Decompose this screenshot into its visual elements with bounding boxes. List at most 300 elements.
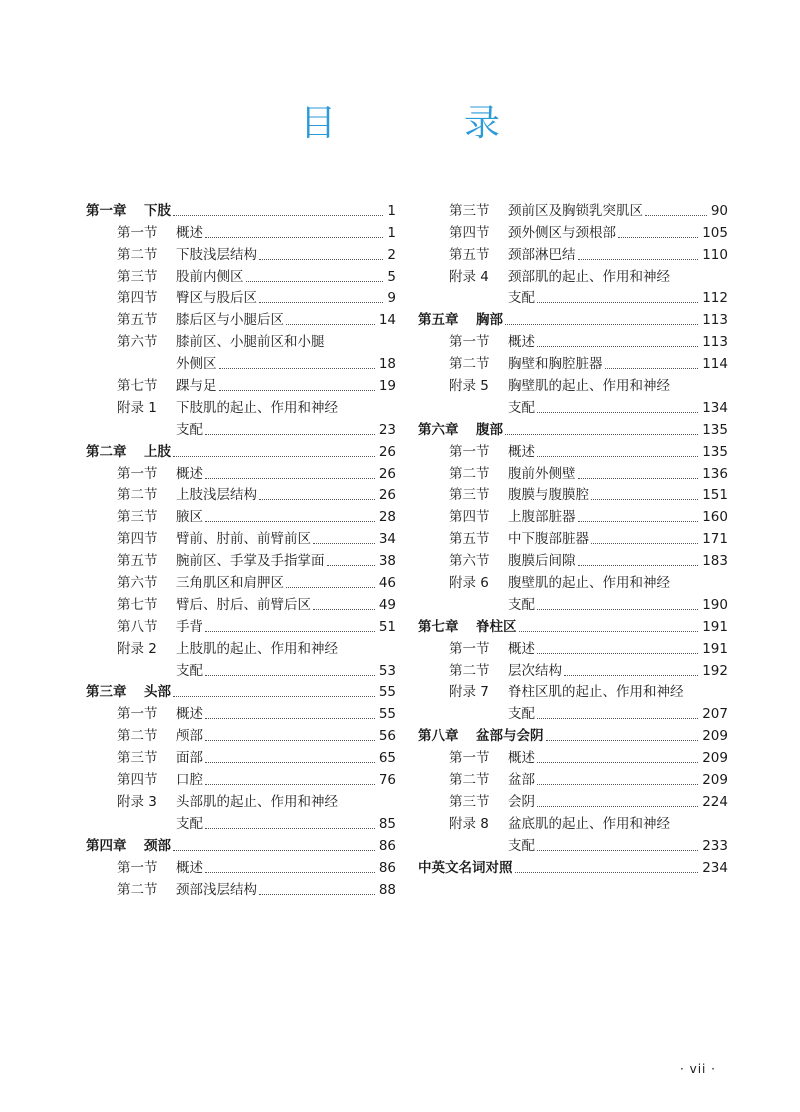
- toc-entry-title: 踝与足: [176, 378, 217, 395]
- dot-leader: [537, 652, 698, 654]
- toc-entry-section[interactable]: [418, 504, 728, 526]
- toc-entry-section[interactable]: [418, 373, 728, 395]
- toc-entry-page: 191: [702, 618, 728, 635]
- toc-entry-section[interactable]: [86, 373, 396, 395]
- dot-leader: [578, 564, 699, 566]
- toc-entry-number: 第一节: [449, 750, 490, 767]
- toc-entry-title: 中英文名词对照: [418, 859, 513, 876]
- toc-entry-cont[interactable]: [418, 701, 728, 723]
- toc-entry-number: 第一节: [117, 465, 158, 482]
- toc-entry-label: [418, 662, 562, 680]
- toc-entry-label: [86, 574, 284, 592]
- toc-entry-label: [418, 640, 535, 658]
- dot-leader: [259, 498, 375, 500]
- toc-entry-label: [86, 793, 338, 811]
- dot-leader: [537, 301, 698, 303]
- toc-entry-page: 135: [702, 443, 728, 460]
- toc-entry-title: 支配: [176, 421, 203, 438]
- toc-entry-page: 113: [702, 312, 728, 329]
- dot-leader: [205, 739, 375, 741]
- toc-entry-page: 55: [378, 706, 396, 723]
- toc-entry-page: 26: [378, 443, 396, 460]
- toc-entry-title: 颈部肌的起止、作用和神经: [508, 268, 670, 285]
- toc-entry-label: [86, 443, 171, 461]
- toc-entry-section[interactable]: [418, 636, 728, 658]
- toc-entry-section[interactable]: [86, 592, 396, 614]
- toc-entry-label: [86, 881, 257, 899]
- toc-entry-section[interactable]: [418, 526, 728, 548]
- dot-leader: [205, 783, 375, 785]
- toc-entry-section[interactable]: [418, 789, 728, 811]
- toc-entry-section[interactable]: [86, 461, 396, 483]
- dot-leader: [564, 674, 698, 676]
- toc-entry-label: [418, 552, 576, 570]
- toc-right-column: [418, 198, 728, 877]
- toc-entry-page: 233: [702, 837, 728, 854]
- toc-entry-section[interactable]: [418, 329, 728, 351]
- toc-entry-section[interactable]: [86, 767, 396, 789]
- dot-leader: [537, 783, 698, 785]
- dot-leader: [205, 433, 375, 435]
- toc-entry-page: 88: [378, 881, 396, 898]
- toc-entry-label: [418, 465, 576, 483]
- toc-entry-label: [86, 530, 311, 548]
- toc-entry-number: 第三节: [117, 750, 158, 767]
- dot-leader: [286, 586, 375, 588]
- toc-entry-label: [86, 618, 203, 636]
- toc-entry-title: 胸壁肌的起止、作用和神经: [508, 378, 670, 395]
- toc-entry-title: 臀区与股后区: [176, 290, 257, 307]
- toc-entry-page: 55: [378, 684, 396, 701]
- toc-entry-title: 概述: [176, 706, 203, 723]
- toc-entry-section[interactable]: [86, 286, 396, 308]
- toc-entry-title: 下肢: [144, 202, 171, 219]
- toc-entry-number: 第二节: [449, 772, 490, 789]
- dot-leader: [313, 608, 375, 610]
- dot-leader: [605, 367, 699, 369]
- toc-entry-section[interactable]: [86, 701, 396, 723]
- dot-leader: [173, 695, 375, 697]
- toc-entry-title: 上腹部脏器: [508, 509, 576, 526]
- toc-entry-number: 第六节: [449, 553, 490, 570]
- toc-entry-label: [86, 837, 171, 855]
- toc-entry-cont[interactable]: [418, 833, 728, 855]
- toc-entry-number: 第三节: [449, 793, 490, 810]
- toc-entry-section[interactable]: [418, 220, 728, 242]
- toc-entry-label: [86, 596, 311, 614]
- dot-leader: [546, 739, 699, 741]
- toc-entry-title: 概述: [176, 465, 203, 482]
- toc-entry-number: 第一节: [449, 443, 490, 460]
- toc-entry-title: 腕前区、手掌及手指掌面: [176, 553, 325, 570]
- toc-entry-chapter[interactable]: [418, 723, 728, 745]
- toc-entry-page: 86: [378, 859, 396, 876]
- toc-entry-page: 38: [378, 553, 396, 570]
- toc-entry-page: 90: [710, 202, 728, 219]
- toc-entry-label: [418, 246, 576, 264]
- toc-entry-cont[interactable]: [86, 658, 396, 680]
- toc-entry-page: 56: [378, 728, 396, 745]
- dot-leader: [205, 520, 375, 522]
- toc-entry-section[interactable]: [86, 570, 396, 592]
- dot-leader: [537, 608, 698, 610]
- toc-entry-title: 支配: [508, 399, 535, 416]
- dot-leader: [537, 805, 698, 807]
- toc-entry-title: 下肢肌的起止、作用和神经: [176, 399, 338, 416]
- toc-entry-section[interactable]: [86, 242, 396, 264]
- toc-entry-title: 盆底肌的起止、作用和神经: [508, 815, 670, 832]
- toc-entry-number: 第一节: [117, 224, 158, 241]
- toc-entry-section[interactable]: [418, 548, 728, 570]
- toc-entry-number: 第三节: [117, 509, 158, 526]
- toc-entry-label: [86, 202, 171, 220]
- toc-entry-title: 膝后区与小腿后区: [176, 312, 284, 329]
- page-number: · vii ·: [679, 1062, 716, 1076]
- toc-entry-title: 概述: [508, 443, 535, 460]
- toc-entry-number: 第二节: [117, 487, 158, 504]
- dot-leader: [645, 214, 707, 216]
- toc-entry-title: 脊柱区: [476, 618, 517, 635]
- toc-entry-section[interactable]: [418, 745, 728, 767]
- toc-entry-page: 234: [702, 859, 728, 876]
- toc-entry-title: 会阴: [508, 793, 535, 810]
- toc-entry-cont[interactable]: [86, 351, 396, 373]
- toc-entry-title: 颈部: [144, 837, 171, 854]
- dot-leader: [686, 696, 725, 697]
- toc-entry-section[interactable]: [418, 767, 728, 789]
- toc-entry-number: 第一章: [86, 202, 127, 219]
- toc-entry-label: [418, 574, 670, 592]
- toc-entry-section[interactable]: [86, 329, 396, 351]
- toc-entry-title: 臂前、肘前、前臂前区: [176, 531, 311, 548]
- toc-entry-number: 第八节: [117, 618, 158, 635]
- toc-entry-title: 上肢浅层结构: [176, 487, 257, 504]
- toc-entry-label: [418, 815, 670, 833]
- toc-entry-chapter[interactable]: [86, 833, 396, 855]
- toc-entry-label: [418, 443, 535, 461]
- toc-entry-section[interactable]: [86, 220, 396, 242]
- toc-entry-section[interactable]: [86, 395, 396, 417]
- toc-left-column: [86, 198, 396, 899]
- page-title: 目 录: [299, 103, 546, 144]
- toc-entry-page: 136: [702, 465, 728, 482]
- toc-entry-number: 第六节: [117, 334, 158, 351]
- toc-entry-title: 支配: [508, 837, 535, 854]
- dot-leader: [173, 214, 383, 216]
- toc-entry-section[interactable]: [418, 264, 728, 286]
- toc-entry-label: [418, 268, 670, 286]
- toc-entry-section[interactable]: [86, 636, 396, 658]
- toc-entry-label: [418, 705, 535, 723]
- toc-entry-title: 上肢肌的起止、作用和神经: [176, 640, 338, 657]
- toc-entry-label: [86, 859, 203, 877]
- toc-entry-section[interactable]: [86, 307, 396, 329]
- toc-entry-chapter[interactable]: [418, 307, 728, 329]
- toc-entry-label: [418, 355, 603, 373]
- toc-entry-label: [418, 749, 535, 767]
- toc-entry-label: [418, 224, 616, 242]
- toc-entry-title: 颈部浅层结构: [176, 881, 257, 898]
- toc-entry-page: 171: [702, 531, 728, 548]
- toc-entry-section[interactable]: [86, 548, 396, 570]
- toc-entry-title: 颈外侧区与颈根部: [508, 224, 616, 241]
- toc-entry-number: 附录 6: [449, 575, 489, 592]
- dot-leader: [505, 323, 698, 325]
- dot-leader: [286, 323, 375, 325]
- toc-entry-label: [86, 311, 284, 329]
- toc-entry-page: 114: [702, 356, 728, 373]
- dot-leader: [591, 542, 698, 544]
- toc-entry-page: 183: [702, 553, 728, 570]
- dot-leader: [537, 345, 698, 347]
- toc-entry-chapter[interactable]: [418, 417, 728, 439]
- toc-entry-number: 第六节: [117, 575, 158, 592]
- toc-entry-number: 第六章: [418, 421, 459, 438]
- toc-entry-number: 第一节: [117, 706, 158, 723]
- toc-entry-chapter[interactable]: [418, 614, 728, 636]
- toc-entry-cont[interactable]: [86, 811, 396, 833]
- toc-entry-number: 附录 1: [117, 399, 157, 416]
- toc-entry-label: [418, 289, 535, 307]
- toc-entry-number: 第二节: [117, 728, 158, 745]
- toc-entry-number: 附录 4: [449, 268, 489, 285]
- toc-entry-page: 18: [378, 356, 396, 373]
- toc-entry-title: 三角肌区和肩胛区: [176, 575, 284, 592]
- toc-entry-cont[interactable]: [418, 395, 728, 417]
- toc-entry-page: 192: [702, 662, 728, 679]
- toc-entry-section[interactable]: [418, 461, 728, 483]
- toc-entry-number: 第三节: [117, 268, 158, 285]
- toc-entry-number: 第四节: [449, 224, 490, 241]
- toc-entry-label: [86, 377, 217, 395]
- toc-entry-number: 附录 5: [449, 378, 489, 395]
- toc-entry-page: 23: [378, 421, 396, 438]
- toc-entry-title: 支配: [508, 706, 535, 723]
- toc-entry-section[interactable]: [418, 351, 728, 373]
- toc-entry-title: 面部: [176, 750, 203, 767]
- dot-leader: [259, 893, 375, 895]
- toc-entry-page: 151: [702, 487, 728, 504]
- toc-entry-section[interactable]: [86, 483, 396, 505]
- toc-entry-page: 134: [702, 399, 728, 416]
- dot-leader: [205, 761, 375, 763]
- dot-leader: [578, 258, 699, 260]
- toc-entry-label: [86, 662, 203, 680]
- toc-entry-label: [86, 333, 325, 351]
- toc-entry-page: 26: [378, 487, 396, 504]
- toc-entry-section[interactable]: [418, 483, 728, 505]
- toc-entry-number: 第五章: [418, 312, 459, 329]
- toc-entry-number: 第七节: [117, 378, 158, 395]
- toc-entry-page: 1: [387, 224, 396, 241]
- toc-entry-chapter[interactable]: [86, 198, 396, 220]
- toc-entry-section[interactable]: [418, 439, 728, 461]
- toc-entry-section[interactable]: [86, 264, 396, 286]
- toc-entry-label: [86, 268, 244, 286]
- toc-entry-label: [418, 683, 684, 701]
- toc-entry-title: 胸壁和胸腔脏器: [508, 356, 603, 373]
- dot-leader: [219, 389, 375, 391]
- toc-entry-label: [418, 508, 576, 526]
- toc-entry-title: 盆部与会阴: [476, 728, 544, 745]
- toc-entry-title: 概述: [508, 750, 535, 767]
- toc-entry-page: 209: [702, 728, 728, 745]
- dot-leader: [340, 412, 392, 413]
- dot-leader: [505, 433, 698, 435]
- toc-entry-title: 盆部: [508, 772, 535, 789]
- toc-entry-label: [86, 815, 203, 833]
- dot-leader: [205, 236, 383, 238]
- toc-entry-title: 脊柱区肌的起止、作用和神经: [508, 684, 684, 701]
- toc-entry-number: 第五节: [117, 553, 158, 570]
- toc-entry-title: 胸部: [476, 312, 503, 329]
- toc-entry-number: 附录 3: [117, 793, 157, 810]
- toc-entry-page: 14: [378, 312, 396, 329]
- toc-entry-title: 腋区: [176, 509, 203, 526]
- toc-entry-title: 中下腹部脏器: [508, 531, 589, 548]
- toc-entry-title: 颈前区及胸锁乳突肌区: [508, 202, 643, 219]
- toc-entry-page: 53: [378, 662, 396, 679]
- toc-entry-title: 下肢浅层结构: [176, 246, 257, 263]
- toc-entry-label: [418, 859, 513, 877]
- toc-entry-title: 颅部: [176, 728, 203, 745]
- toc-entry-title: 概述: [176, 224, 203, 241]
- dot-leader: [205, 630, 375, 632]
- toc-entry-label: [418, 311, 503, 329]
- toc-entry-title: 腹部: [476, 421, 503, 438]
- toc-entry-title: 口腔: [176, 772, 203, 789]
- toc-entry-page: 76: [378, 772, 396, 789]
- dot-leader: [259, 301, 383, 303]
- toc-entry-section[interactable]: [418, 570, 728, 592]
- dot-leader: [205, 717, 375, 719]
- toc-entry-page: 28: [378, 509, 396, 526]
- toc-entry-section[interactable]: [418, 242, 728, 264]
- toc-entry-number: 第三节: [449, 487, 490, 504]
- toc-entry-page: 5: [387, 268, 396, 285]
- toc-entry-page: 65: [378, 750, 396, 767]
- dot-leader: [340, 806, 392, 807]
- toc-entry-number: 第二节: [449, 465, 490, 482]
- dot-leader: [537, 455, 698, 457]
- toc-entry-section[interactable]: [86, 614, 396, 636]
- toc-entry-label: [86, 771, 203, 789]
- toc-entry-label: [86, 683, 171, 701]
- toc-entry-title: 头部: [144, 684, 171, 701]
- dot-leader: [246, 280, 384, 282]
- toc-entry-section[interactable]: [418, 811, 728, 833]
- dot-leader: [672, 390, 724, 391]
- toc-entry-label: [86, 355, 217, 373]
- toc-entry-title: 腹膜后间隙: [508, 553, 576, 570]
- toc-entry-label: [418, 421, 503, 439]
- toc-entry-title: 上肢: [144, 443, 171, 460]
- toc-entry-number: 第五节: [117, 312, 158, 329]
- dot-leader: [537, 761, 698, 763]
- toc-entry-number: 第四节: [117, 290, 158, 307]
- dot-leader: [205, 871, 375, 873]
- toc-entry-page: 190: [702, 596, 728, 613]
- dot-leader: [173, 849, 375, 851]
- toc-entry-label: [418, 333, 535, 351]
- toc-entry-label: [86, 486, 257, 504]
- toc-entry-label: [418, 793, 535, 811]
- toc-entry-chapter[interactable]: [418, 855, 728, 877]
- toc-entry-number: 第八章: [418, 728, 459, 745]
- toc-entry-label: [418, 377, 670, 395]
- toc-entry-section[interactable]: [86, 789, 396, 811]
- toc-entry-section[interactable]: [86, 723, 396, 745]
- toc-entry-label: [86, 508, 203, 526]
- toc-entry-section[interactable]: [86, 855, 396, 877]
- dot-leader: [259, 258, 383, 260]
- toc-entry-section[interactable]: [86, 526, 396, 548]
- toc-entry-chapter[interactable]: [86, 680, 396, 702]
- toc-entry-page: 86: [378, 837, 396, 854]
- dot-leader: [591, 498, 698, 500]
- toc-entry-page: 209: [702, 772, 728, 789]
- toc-entry-label: [418, 771, 535, 789]
- toc-entry-title: 颈部淋巴结: [508, 246, 576, 263]
- dot-leader: [537, 849, 698, 851]
- toc-entry-page: 34: [378, 531, 396, 548]
- toc-entry-number: 第三章: [86, 684, 127, 701]
- toc-entry-chapter[interactable]: [86, 439, 396, 461]
- toc-entry-cont[interactable]: [418, 592, 728, 614]
- toc-entry-title: 支配: [176, 662, 203, 679]
- dot-leader: [219, 367, 375, 369]
- toc-entry-section[interactable]: [86, 877, 396, 899]
- dot-leader: [672, 281, 724, 282]
- toc-entry-title: 手背: [176, 618, 203, 635]
- toc-entry-page: 9: [387, 290, 396, 307]
- toc-entry-number: 第二节: [117, 881, 158, 898]
- toc-entry-label: [418, 530, 589, 548]
- dot-leader: [578, 477, 699, 479]
- toc-entry-number: 第二节: [449, 662, 490, 679]
- toc-entry-title: 概述: [508, 640, 535, 657]
- toc-entry-number: 第四节: [449, 509, 490, 526]
- toc-entry-number: 第二节: [117, 246, 158, 263]
- toc-entry-cont[interactable]: [86, 417, 396, 439]
- toc-entry-section[interactable]: [418, 680, 728, 702]
- toc-entry-section[interactable]: [418, 198, 728, 220]
- toc-entry-number: 第一节: [449, 334, 490, 351]
- toc-entry-section[interactable]: [86, 745, 396, 767]
- toc-entry-section[interactable]: [418, 658, 728, 680]
- dot-leader: [537, 717, 698, 719]
- toc-entry-page: 1: [387, 202, 396, 219]
- toc-entry-page: 224: [702, 793, 728, 810]
- toc-entry-title: 外侧区: [176, 356, 217, 373]
- dot-leader: [327, 346, 393, 347]
- toc-entry-number: 第一节: [449, 640, 490, 657]
- dot-leader: [672, 828, 724, 829]
- toc-entry-page: 19: [378, 378, 396, 395]
- toc-entry-section[interactable]: [86, 504, 396, 526]
- toc-entry-label: [86, 399, 338, 417]
- toc-entry-label: [86, 465, 203, 483]
- dot-leader: [205, 477, 375, 479]
- toc-entry-number: 第七节: [117, 596, 158, 613]
- toc-entry-number: 第二章: [86, 443, 127, 460]
- toc-entry-page: 46: [378, 575, 396, 592]
- toc-entry-label: [86, 289, 257, 307]
- toc-entry-title: 股前内侧区: [176, 268, 244, 285]
- toc-entry-cont[interactable]: [418, 286, 728, 308]
- toc-entry-title: 膝前区、小腿前区和小腿: [176, 334, 325, 351]
- toc-entry-title: 支配: [176, 815, 203, 832]
